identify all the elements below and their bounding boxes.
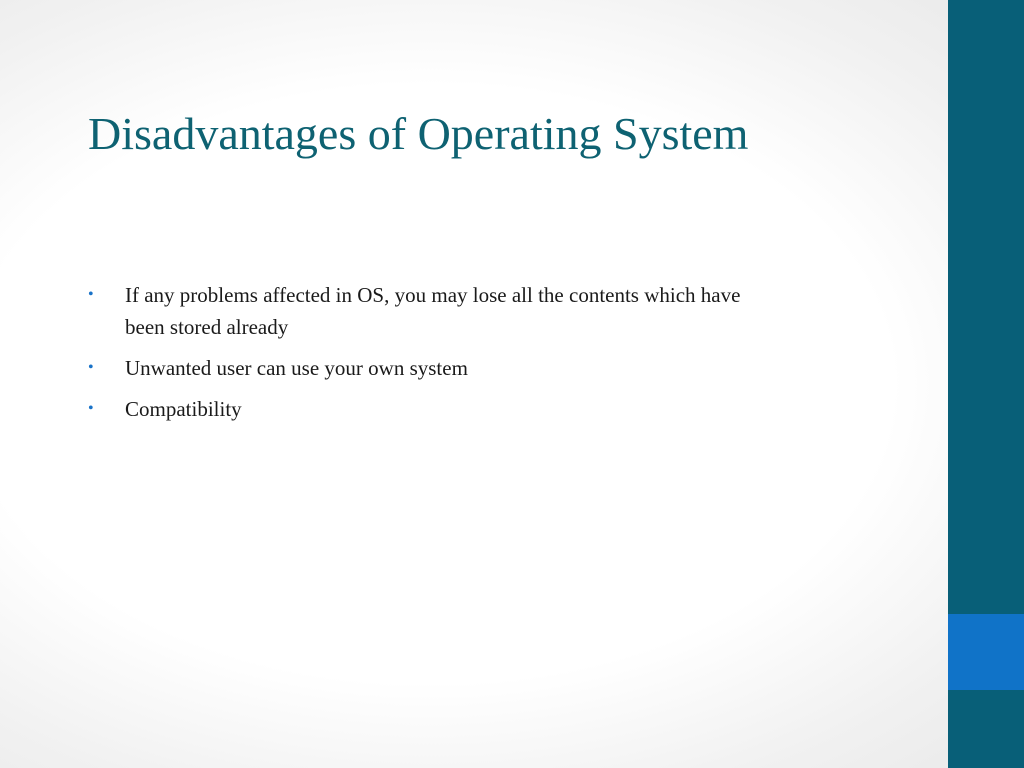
bullet-text: Unwanted user can use your own system [125, 356, 468, 380]
bullet-item [88, 279, 748, 343]
bullet-dot-icon: • [88, 359, 94, 376]
bullet-text: Compatibility [125, 397, 242, 421]
bullet-text: If any problems affected in OS, you may lose all the contents which have been stored already [125, 283, 741, 339]
bullet-item [88, 393, 748, 425]
side-accent-block [948, 614, 1024, 690]
bullet-dot-icon: • [88, 286, 94, 303]
bullet-dot-icon: • [88, 400, 94, 417]
bullet-list [88, 279, 748, 434]
bullet-item [88, 352, 748, 384]
slide-title: Disadvantages of Operating System [88, 108, 749, 159]
